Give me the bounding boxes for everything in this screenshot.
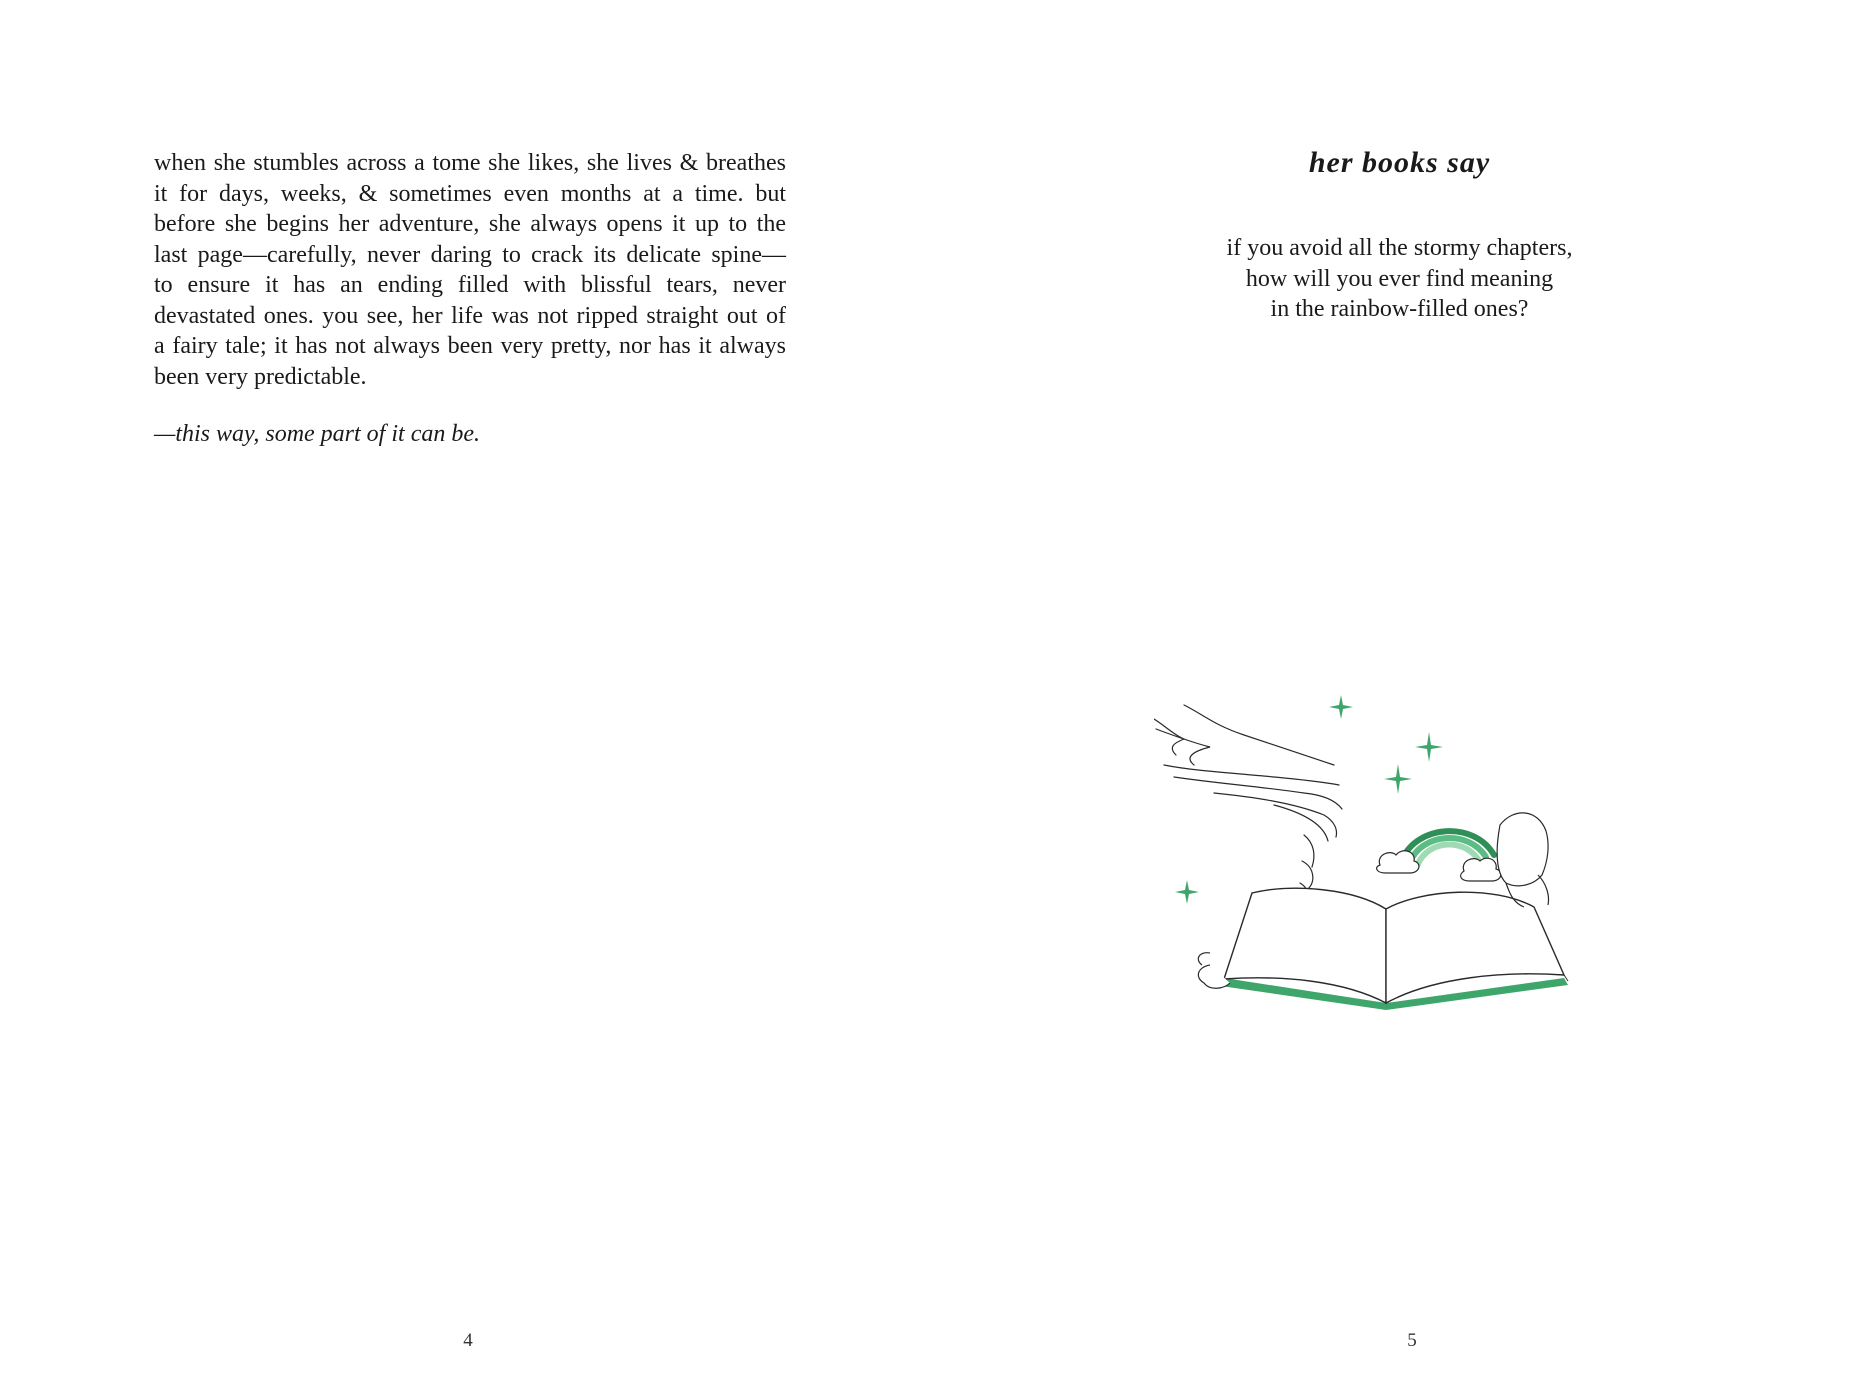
sparkle-icon <box>1415 732 1443 762</box>
poem-line: if you avoid all the stormy chapters, <box>1226 235 1573 261</box>
right-page <box>933 0 1866 1396</box>
page-number-left: 4 <box>463 1330 473 1351</box>
page-number-right: 5 <box>1407 1330 1417 1351</box>
prose-line: before she begins her adventure, she always opens it up to the <box>154 211 786 237</box>
signoff-line: —this way, some part of it can be. <box>154 421 480 447</box>
open-book-storm-rainbow-illustration <box>1154 685 1594 1015</box>
poem-title: her books say <box>1308 146 1491 179</box>
open-book-icon <box>1198 888 1568 1010</box>
prose-line: to ensure it has an ending filled with blissful tears, never <box>154 272 786 298</box>
rainbow-icon <box>1402 831 1494 864</box>
prose-line: last page—carefully, never daring to crack its delicate spine— <box>154 241 786 268</box>
sparkle-icon <box>1384 764 1412 794</box>
prose-line: devastated ones. you see, her life was not ripped straight out of <box>154 302 786 329</box>
poem-line: in the rainbow-filled ones? <box>1270 296 1529 322</box>
prose-line: a fairy tale; it has not always been very pretty, nor has it always <box>154 333 786 359</box>
prose-paragraph <box>154 148 786 392</box>
prose-line: when she stumbles across a tome she likes, she lives & breathes <box>154 150 786 176</box>
poem-body <box>933 233 1866 325</box>
sparkle-icon <box>1175 880 1199 904</box>
prose-line: it for days, weeks, & sometimes even months at a time. but <box>154 180 786 207</box>
sparkle-icon <box>1329 695 1353 719</box>
figure-icon <box>1497 813 1548 907</box>
prose-line: been very predictable. <box>154 363 367 390</box>
poem-line: how will you ever find meaning <box>1245 265 1554 292</box>
